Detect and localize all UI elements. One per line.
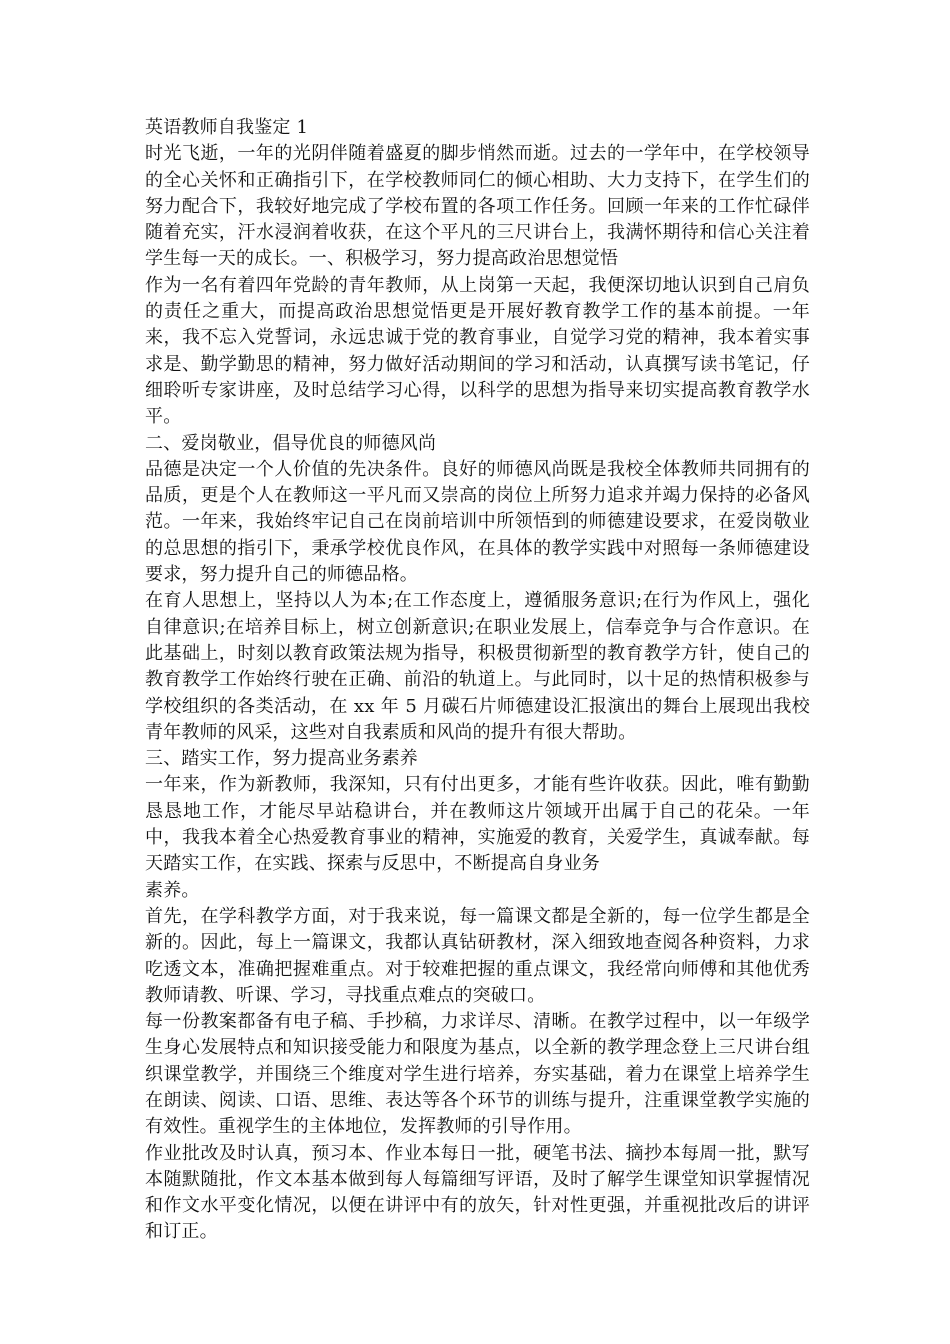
paragraph-teaching: 首先，在学科教学方面，对于我来说，每一篇课文都是全新的，每一位学生都是全新的。因此，每上一篇课文，我都认真钻研教材，深入细致地查阅各种资料，力求吃透文本，准确把握难重点。对于较难把握的重点课文，我经常向师傅和其他优秀教师请教、听课、学习，寻找重点难点的突破口。 xyxy=(145,905,810,1006)
paragraph-homework: 作业批改及时认真，预习本、作业本每日一批，硬笔书法、摘抄本每周一批，默写本随默随批，作文本基本做到每人每篇细写评语，及时了解学生课堂知识掌握情况和作文水平变化情况，以便在讲评中有的放矢，针对性更强，并重视批改后的讲评和订正。 xyxy=(145,1142,810,1243)
paragraph-work-continued: 素养。 xyxy=(145,879,200,901)
paragraph-intro: 时光飞逝，一年的光阴伴随着盛夏的脚步悄然而逝。过去的一学年中，在学校领导的全心关怀和正确指引下，在学校教师同仁的倾心相助、大力支持下，在学生们的努力配合下，我较好地完成了学校布置的各项工作任务。回顾一年来的工作忙碌伴随着充实，汗水浸润着收获，在这个平凡的三尺讲台上，我满怀期待和信心关注着学生每一天的成长。一、积极学习，努力提高政治思想觉悟 xyxy=(145,143,810,270)
section-heading-ethics: 二、爱岗敬业，倡导优良的师德风尚 xyxy=(145,432,437,454)
paragraph-work: 一年来，作为新教师，我深知，只有付出更多，才能有些许收获。因此，唯有勤勤恳恳地工作，才能尽早站稳讲台，并在教师这片领域开出属于自己的花朵。一年中，我我本着全心热爱教育事业的精神，实施爱的教育，关爱学生，真诚奉献。每天踏实工作，在实践、探索与反思中，不断提高自身业务 xyxy=(145,774,810,875)
paragraph-lesson-plans: 每一份教案都备有电子稿、手抄稿，力求详尽、清晰。在教学过程中，以一年级学生身心发展特点和知识接受能力和限度为基点，以全新的教学理念登上三尺讲台组织课堂教学，并围绕三个维度对学生进行培养，夯实基础，着力在课堂上培养学生在朗读、阅读、口语、思维、表达等各个环节的训练与提升，注重课堂教学实施的有效性。重视学生的主体地位，发挥教师的引导作用。 xyxy=(145,1011,810,1138)
paragraph-ethics: 品德是决定一个人价值的先决条件。良好的师德风尚既是我校全体教师共同拥有的品质，更是个人在教师这一平凡而又崇高的岗位上所努力追求并竭力保持的必备风范。一年来，我始终牢记自己在岗前培训中所领悟到的师德建设要求，在爱岗敬业的总思想的指引下，秉承学校优良作风，在具体的教学实践中对照每一条师德建设要求，努力提升自己的师德品格。 xyxy=(145,458,810,586)
document-title: 英语教师自我鉴定 1 xyxy=(145,117,309,138)
section-heading-work: 三、踏实工作，努力提高业务素养 xyxy=(145,748,418,770)
paragraph-political-study: 作为一名有着四年党龄的青年教师，从上岗第一天起，我便深切地认识到自己肩负的责任之重大，而提高政治思想觉悟更是开展好教育教学工作的基本前提。一年来，我不忘入党誓词，永远忠诚于党的教育事业，自觉学习党的精神，我本着实事求是、勤学勤思的精神，努力做好活动期间的学习和活动，认真撰写读书笔记，仔细聆听专家讲座，及时总结学习心得，以科学的思想为指导来切实提高教育教学水平。 xyxy=(145,274,810,428)
paragraph-ethics-practice: 在育人思想上，坚持以人为本;在工作态度上，遵循服务意识;在行为作风上，强化自律意识;在培养目标上，树立创新意识;在职业发展上，信奉竞争与合作意识。在此基础上，时刻以教育政策法规为指导，积极贯彻新型的教育教学方针，使自己的教育教学工作始终行驶在正确、前沿的轨道上。与此同时，以十足的热情积极参与学校组织的各类活动，在 xx 年 5 月碳石片师德建设汇报演出的舞台上展现出我校青年教师的风采，这些对自我素质和风尚的提升有很大帮助。 xyxy=(145,590,810,743)
document-body xyxy=(145,115,810,1246)
